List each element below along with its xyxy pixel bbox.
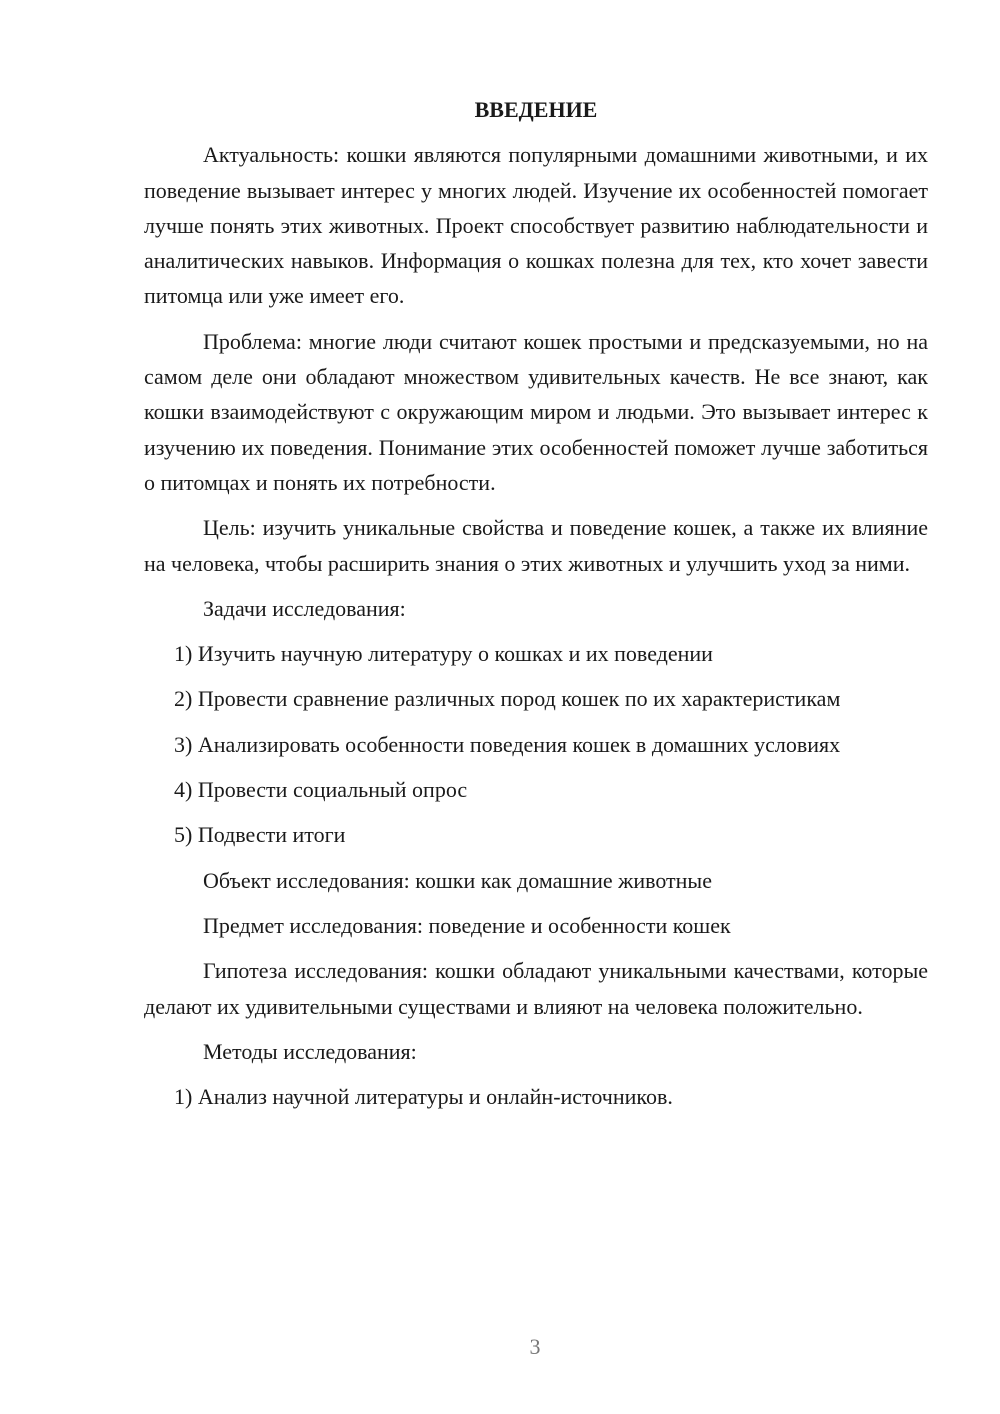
goal-paragraph: Цель: изучить уникальные свойства и поведение кошек, а также их влияние на человека, чтобы расширить знания о этих животных и улучшить уход за ними.: [144, 515, 928, 576]
problem-paragraph: Проблема: многие люди считают кошек простыми и предсказуемыми, но на самом деле они обладают множеством удивительных качеств. Не все знают, как кошки взаимодействуют с окружающим миром и людьми. Это вызывает интерес к изучению их поведения. Понимание этих особенностей поможет лучше заботиться о питомцах и понять их потребности.: [144, 328, 928, 495]
task-item-1: 1) Изучить научную литературу о кошках и их поведении: [174, 641, 713, 667]
task-item-2: 2) Провести сравнение различных пород кошек по их характеристикам: [174, 686, 841, 712]
document-page: [144, 92, 928, 1124]
tasks-heading: Задачи исследования:: [203, 595, 406, 621]
section-title: ВВЕДЕНИЕ: [474, 97, 598, 122]
methods-heading: Методы исследования:: [203, 1038, 417, 1064]
hypothesis-paragraph: Гипотеза исследования: кошки обладают уникальными качествами, которые делают их удивительными существами и влияют на человека положительно.: [144, 958, 928, 1019]
task-item-5: 5) Подвести итоги: [174, 822, 346, 848]
subject-line: Предмет исследования: поведение и особенности кошек: [203, 912, 731, 938]
object-line: Объект исследования: кошки как домашние животные: [203, 867, 712, 893]
method-item-1: 1) Анализ научной литературы и онлайн-источников.: [174, 1084, 673, 1110]
page-number: 3: [529, 1334, 541, 1359]
task-item-4: 4) Провести социальный опрос: [174, 777, 468, 803]
task-item-3: 3) Анализировать особенности поведения кошек в домашних условиях: [174, 731, 841, 757]
relevance-paragraph: Актуальность: кошки являются популярными домашними животными, и их поведение вызывает интерес у многих людей. Изучение их особенностей помогает лучше понять этих животных. Проект способствует развитию наблюдательности и аналитических навыков. Информация о кошках полезна для тех, кто хочет завести питомца или уже имеет его.: [144, 142, 928, 309]
